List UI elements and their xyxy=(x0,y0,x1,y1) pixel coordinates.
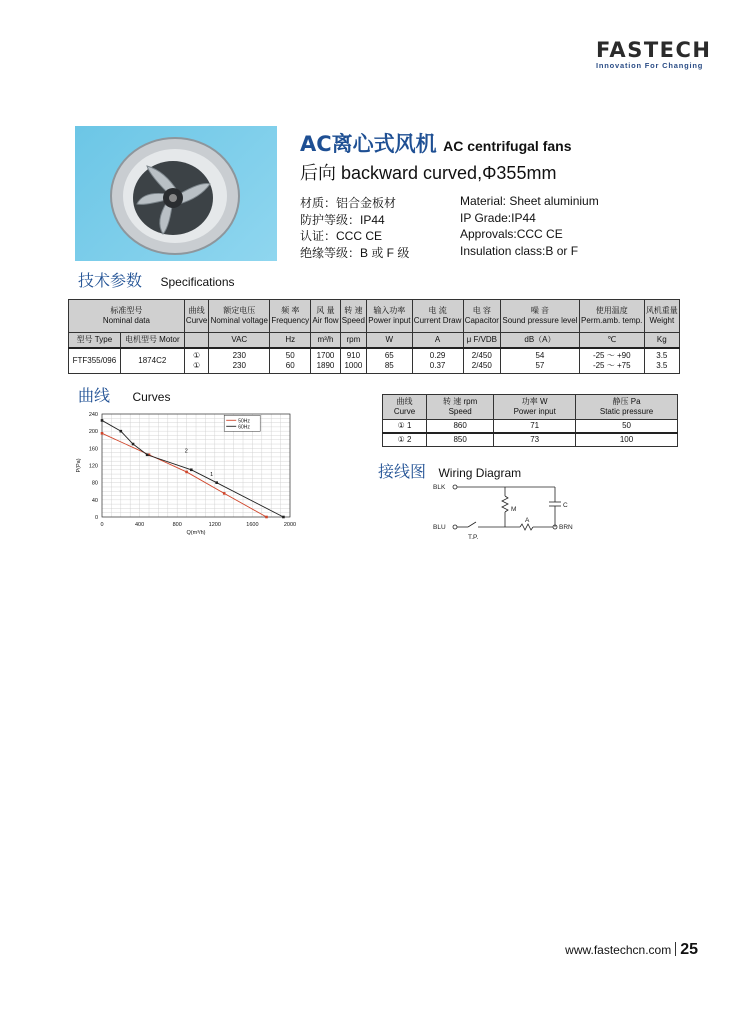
unit-cell: Kg xyxy=(644,333,679,349)
value: 57 xyxy=(535,361,545,370)
wire-label-a: A xyxy=(525,517,530,524)
header-en: Air flow xyxy=(312,316,339,325)
data-point xyxy=(265,516,268,519)
spec-zh-item: 材质：铝合金板材 xyxy=(300,196,397,210)
header-en: Speed xyxy=(341,316,365,325)
unit-cell: m³/h xyxy=(311,333,340,349)
spec-en-item: IP Grade:IP44 xyxy=(460,210,536,225)
specifications-heading xyxy=(78,268,235,291)
header-cell xyxy=(69,300,185,333)
value: ① xyxy=(193,361,201,370)
unit-cell xyxy=(184,333,209,349)
header-cell xyxy=(383,395,427,420)
spec-table-header-row xyxy=(69,300,680,333)
page-number: 25 xyxy=(680,941,698,958)
value: 2/450 xyxy=(471,361,492,370)
unit-cell: dB（A） xyxy=(501,333,580,349)
curve-annotation: 1 xyxy=(210,472,214,479)
value: 910 xyxy=(346,351,361,360)
unit-cell: μ F/VDB xyxy=(463,333,501,349)
y-tick-label: 120 xyxy=(88,463,98,470)
value: 0.29 xyxy=(429,351,446,360)
unit-cell: rpm xyxy=(340,333,366,349)
freq-cell xyxy=(270,348,311,374)
data-point xyxy=(132,443,135,446)
unit-cell: W xyxy=(367,333,413,349)
header-en: Power input xyxy=(513,407,556,416)
header-cell xyxy=(644,300,679,333)
header-cell xyxy=(340,300,366,333)
header-en: Speed xyxy=(448,407,472,416)
header-zh: 输入功率 xyxy=(373,306,406,315)
fan-product-image xyxy=(75,126,277,261)
wire-label-m: M xyxy=(511,506,517,513)
value: 3.5 xyxy=(656,361,668,370)
wiring-heading-zh: 接线图 xyxy=(378,462,427,481)
header-zh: 额定电压 xyxy=(223,306,256,315)
title-zh: AC离心式风机 xyxy=(300,132,437,156)
x-tick-label: 0 xyxy=(100,522,104,528)
unit-cell: 电机型号 Motor xyxy=(120,333,184,349)
weight-cell xyxy=(644,348,679,374)
wiring-heading-en: Wiring Diagram xyxy=(438,466,522,480)
table-cell: 50 xyxy=(576,420,678,434)
curve-cell xyxy=(184,348,209,374)
spec-zh-item: 防护等级：IP44 xyxy=(300,212,385,227)
wire-label-blu: BLU xyxy=(433,524,446,531)
wire-label-brn: BRN xyxy=(559,524,573,531)
brand-logo xyxy=(596,38,712,70)
value: 60 xyxy=(285,361,295,370)
type-cell: FTF355/096 xyxy=(69,348,121,374)
value: 3.5 xyxy=(656,351,668,360)
header-en: Perm.amb. temp. xyxy=(581,316,643,325)
header-cell xyxy=(494,395,576,420)
table-row xyxy=(383,433,678,447)
y-tick-label: 240 xyxy=(88,412,98,418)
series-line-50Hz xyxy=(102,433,267,517)
table-row xyxy=(383,420,678,434)
x-tick-label: 1600 xyxy=(246,522,259,528)
noise-cell xyxy=(501,348,580,374)
header-cell xyxy=(579,300,644,333)
table-cell: ① 1 xyxy=(383,420,427,434)
header-en: Weight xyxy=(649,316,675,325)
table-row xyxy=(69,348,680,374)
specifications-heading-en: Specifications xyxy=(160,275,235,289)
x-tick-label: 800 xyxy=(172,522,182,528)
brand-name: FASTECH xyxy=(596,38,712,62)
value: 85 xyxy=(384,361,394,370)
y-axis-label: P(Pa) xyxy=(76,458,82,473)
wire-label-tp: T.P. xyxy=(468,534,479,541)
header-cell xyxy=(501,300,580,333)
header-cell xyxy=(427,395,494,420)
curve-table-header-row xyxy=(383,395,678,420)
header-cell xyxy=(576,395,678,420)
header-en: Nominal data xyxy=(102,316,150,325)
header-cell xyxy=(311,300,340,333)
header-cell xyxy=(209,300,270,333)
current-cell xyxy=(412,348,463,374)
unit-cell: Hz xyxy=(270,333,311,349)
header-zh: 电 流 xyxy=(428,306,447,315)
spec-en-item: Approvals:CCC CE xyxy=(460,227,563,241)
table-cell: 100 xyxy=(576,433,678,447)
wiring-diagram xyxy=(430,478,580,546)
header-cell xyxy=(184,300,209,333)
header-en: Nominal voltage xyxy=(210,316,268,325)
header-zh: 转 速 xyxy=(344,306,363,315)
table-cell: 860 xyxy=(427,420,494,434)
data-point xyxy=(190,468,193,471)
y-tick-label: 40 xyxy=(91,497,98,504)
data-point xyxy=(215,481,218,484)
header-zh: 风 量 xyxy=(316,306,335,315)
header-zh: 电 容 xyxy=(472,306,491,315)
curves-heading-en: Curves xyxy=(132,390,171,404)
value: 65 xyxy=(384,351,394,360)
value: 1700 xyxy=(316,351,335,360)
header-zh: 曲线 xyxy=(396,397,413,406)
table-cell: 71 xyxy=(494,420,576,434)
value: 2/450 xyxy=(471,351,492,360)
chart-legend xyxy=(224,415,260,431)
value: 0.37 xyxy=(429,361,446,370)
table-cell: ① 2 xyxy=(383,433,427,447)
curves-heading xyxy=(78,383,170,406)
spec-en-item: Insulation class:B or F xyxy=(460,243,579,258)
header-zh: 转 速 rpm xyxy=(443,397,478,406)
header-zh: 标准型号 xyxy=(110,306,143,315)
curve-annotation: 2 xyxy=(184,448,188,455)
data-point xyxy=(185,471,188,474)
header-cell xyxy=(463,300,501,333)
spec-zh-item: 绝缘等级：B 或 F 级 xyxy=(300,245,410,260)
product-subtitle: 后向 backward curved,Φ355mm xyxy=(300,163,557,183)
y-tick-label: 200 xyxy=(88,429,98,436)
capacitor-cell xyxy=(463,348,501,374)
value: -25 ～ +75 xyxy=(592,361,631,370)
airflow-cell xyxy=(311,348,340,374)
website-link[interactable]: www.fastechcn.com xyxy=(565,943,672,957)
title-en: AC centrifugal fans xyxy=(443,138,572,154)
motor-cell: 1874C2 xyxy=(120,348,184,374)
x-tick-label: 1200 xyxy=(208,522,221,528)
series-line-60Hz xyxy=(102,420,283,517)
power-cell xyxy=(367,348,413,374)
header-en: Frequency xyxy=(271,316,310,325)
legend-label: 50Hz xyxy=(238,418,250,425)
header-zh: 风机重量 xyxy=(645,306,678,315)
legend-label: 60Hz xyxy=(238,424,250,431)
voltage-cell xyxy=(209,348,270,374)
specs-zh-list xyxy=(300,195,409,261)
data-point xyxy=(101,419,104,422)
brand-tagline: Innovation For Changing xyxy=(596,61,704,70)
spec-zh-item: 认证：CCC CE xyxy=(300,229,383,243)
wire-label-c: C xyxy=(563,502,568,509)
header-zh: 频 率 xyxy=(281,306,300,315)
unit-cell: 型号 Type xyxy=(69,333,121,349)
header-cell xyxy=(412,300,463,333)
page-footer xyxy=(565,941,698,959)
header-zh: 静压 Pa xyxy=(612,397,641,406)
specs-en-list xyxy=(460,193,599,259)
x-axis-label: Q(m³/h) xyxy=(186,530,206,536)
header-en: Static pressure xyxy=(599,407,654,416)
chart-grid xyxy=(102,414,290,517)
data-point xyxy=(282,516,285,519)
value: 1000 xyxy=(344,361,363,370)
performance-chart xyxy=(72,406,308,541)
value: 1890 xyxy=(316,361,335,370)
y-tick-label: 160 xyxy=(88,446,98,453)
value: 50 xyxy=(285,351,295,360)
header-zh: 曲线 xyxy=(188,306,205,315)
header-en: Sound pressure level xyxy=(502,316,578,325)
x-tick-label: 2000 xyxy=(283,522,297,528)
data-point xyxy=(120,430,123,433)
header-en: Current Draw xyxy=(413,316,462,325)
y-tick-label: 80 xyxy=(91,480,98,487)
header-en: Curve xyxy=(185,316,208,325)
curve-table xyxy=(382,394,678,447)
header-zh: 功率 W xyxy=(521,397,548,406)
footer-divider xyxy=(675,942,676,956)
y-tick-label: 0 xyxy=(94,515,98,521)
spec-table-units-row xyxy=(69,333,680,349)
value: ① xyxy=(193,351,201,360)
header-zh: 噪 音 xyxy=(530,306,550,315)
unit-cell: ℃ xyxy=(579,333,644,349)
unit-cell: A xyxy=(412,333,463,349)
header-en: Power input xyxy=(368,316,411,325)
curves-heading-zh: 曲线 xyxy=(78,386,111,405)
value: 54 xyxy=(535,351,545,360)
header-en: Curve xyxy=(393,407,416,416)
value: -25 ～ +90 xyxy=(592,351,631,360)
chart-series xyxy=(101,419,285,518)
specifications-heading-zh: 技术参数 xyxy=(78,271,143,290)
header-en: Capacitor xyxy=(464,316,499,325)
header-cell xyxy=(270,300,311,333)
data-point xyxy=(146,453,149,456)
table-cell: 850 xyxy=(427,433,494,447)
product-title xyxy=(300,128,571,158)
data-point xyxy=(101,432,104,435)
temp-cell xyxy=(579,348,644,374)
x-tick-label: 400 xyxy=(135,522,145,528)
wire-label-blk: BLK xyxy=(433,484,446,491)
unit-cell: VAC xyxy=(209,333,270,349)
header-zh: 使用温度 xyxy=(595,306,628,315)
spec-en-item: Material: Sheet aluminium xyxy=(460,194,599,208)
header-cell xyxy=(367,300,413,333)
speed-cell xyxy=(340,348,366,374)
table-cell: 73 xyxy=(494,433,576,447)
value: 230 xyxy=(232,351,246,360)
spec-table xyxy=(68,299,680,374)
data-point xyxy=(223,492,226,495)
value: 230 xyxy=(232,361,246,370)
